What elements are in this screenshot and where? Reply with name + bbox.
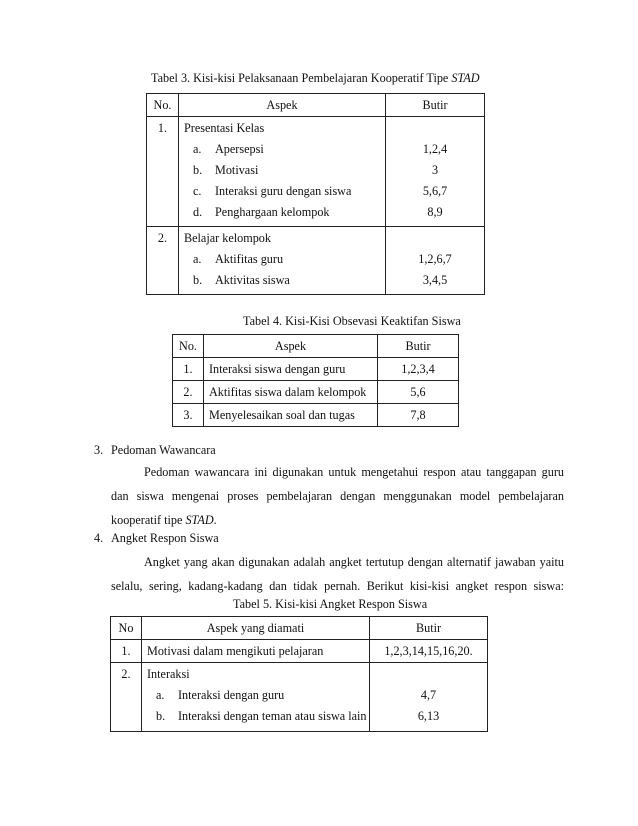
table5-header-butir: Butir (370, 617, 488, 640)
section3-heading (94, 443, 216, 458)
table5-header-aspek: Aspek yang diamati (142, 617, 370, 640)
table4-header-row (173, 335, 459, 358)
section3-paragraph (111, 460, 564, 532)
section4-number: 4. (94, 531, 104, 545)
table5-cell-butir: 1,2,3,14,15,16,20. (370, 640, 488, 663)
table5-header-no: No (111, 617, 142, 640)
table5-butir: 6,13 (417, 709, 440, 723)
table3-header-aspek: Aspek (179, 94, 386, 117)
table4-caption: Tabel 4. Kisi-Kisi Obsevasi Keaktifan Siswa (243, 314, 461, 328)
table-row (173, 358, 459, 381)
list-item: a. Interaksi dengan guru (156, 688, 285, 702)
table5-cell-aspek: Motivasi dalam mengikuti pelajaran (142, 640, 370, 663)
list-item: b. Motivasi (193, 163, 259, 177)
table3 (146, 93, 485, 295)
table4-cell-no: 2. (173, 381, 204, 404)
table5-cell-no: 1. (111, 640, 142, 663)
table5-row2-no: 2. (121, 667, 131, 681)
table3-header-no: No. (147, 94, 179, 117)
table-row (173, 381, 459, 404)
table4-cell-butir: 7,8 (378, 404, 459, 427)
table4-header-no: No. (173, 335, 204, 358)
list-item: a. Apersepsi (193, 142, 264, 156)
section4-line2: selalu, sering, kadang-kadang dan tidak pernah. Berikut kisi-kisi angket respon siswa: (111, 579, 564, 593)
table4-header-aspek: Aspek (204, 335, 378, 358)
table3-butir: 8,9 (427, 205, 443, 219)
section3-line2: dan siswa mengenai proses pembelajaran dengan menggunakan model pembelajaran (111, 489, 564, 503)
section4-heading (94, 531, 219, 546)
table4 (172, 334, 459, 427)
table3-header-butir: Butir (386, 94, 485, 117)
section3-number: 3. (94, 443, 104, 457)
table3-header-row (147, 94, 485, 117)
table5-row2-title: Interaksi (147, 667, 190, 681)
table4-cell-aspek: Menyelesaikan soal dan tugas (204, 404, 378, 427)
table5 (110, 616, 488, 732)
list-item: d. Penghargaan kelompok (193, 205, 330, 219)
table3-butir: 1,2,6,7 (418, 252, 452, 266)
section3-title: Pedoman Wawancara (111, 443, 216, 457)
list-item: b. Aktivitas siswa (193, 273, 290, 287)
table4-cell-no: 3. (173, 404, 204, 427)
table5-butir: 4,7 (420, 688, 437, 702)
table3-row2-no: 2. (157, 231, 168, 245)
table3-butir: 5,6,7 (422, 184, 448, 198)
section4-title: Angket Respon Siswa (111, 531, 219, 545)
table-row (173, 404, 459, 427)
table5-caption: Tabel 5. Kisi-kisi Angket Respon Siswa (233, 597, 428, 611)
table4-cell-no: 1. (173, 358, 204, 381)
list-item: c. Interaksi guru dengan siswa (193, 184, 352, 198)
table3-row2-title: Belajar kelompok (184, 231, 271, 245)
section4-paragraph (111, 550, 564, 598)
section3-line1: Pedoman wawancara ini digunakan untuk mengetahui respon atau tanggapan guru (144, 465, 564, 479)
table3-caption-text: Tabel 3. Kisi-kisi Pelaksanaan Pembelajaran Kooperatif Tipe (151, 71, 452, 85)
table4-cell-butir: 5,6 (378, 381, 459, 404)
table3-butir: 3 (431, 163, 439, 177)
table4-cell-butir: 1,2,3,4 (378, 358, 459, 381)
section3-line3: kooperatif tipe STAD. (111, 513, 217, 527)
table-row (111, 663, 488, 732)
table4-cell-aspek: Interaksi siswa dengan guru (204, 358, 378, 381)
table5-header-row (111, 617, 488, 640)
table-row (111, 640, 488, 663)
table3-butir: 3,4,5 (422, 273, 448, 287)
table-row (147, 117, 485, 227)
table4-header-butir: Butir (378, 335, 459, 358)
table3-butir: 1,2,4 (422, 142, 448, 156)
table3-row1-no: 1. (157, 121, 168, 135)
table3-row1-title: Presentasi Kelas (184, 121, 265, 135)
list-item: a. Aktifitas guru (193, 252, 284, 266)
table3-caption (151, 71, 480, 86)
table3-caption-italic: STAD (451, 71, 480, 85)
section4-line1: Angket yang akan digunakan adalah angket tertutup dengan alternatif jawaban yaitu (144, 555, 564, 569)
table-row (147, 227, 485, 295)
table4-cell-aspek: Aktifitas siswa dalam kelompok (204, 381, 378, 404)
list-item: b. Interaksi dengan teman atau siswa lain (156, 709, 367, 723)
